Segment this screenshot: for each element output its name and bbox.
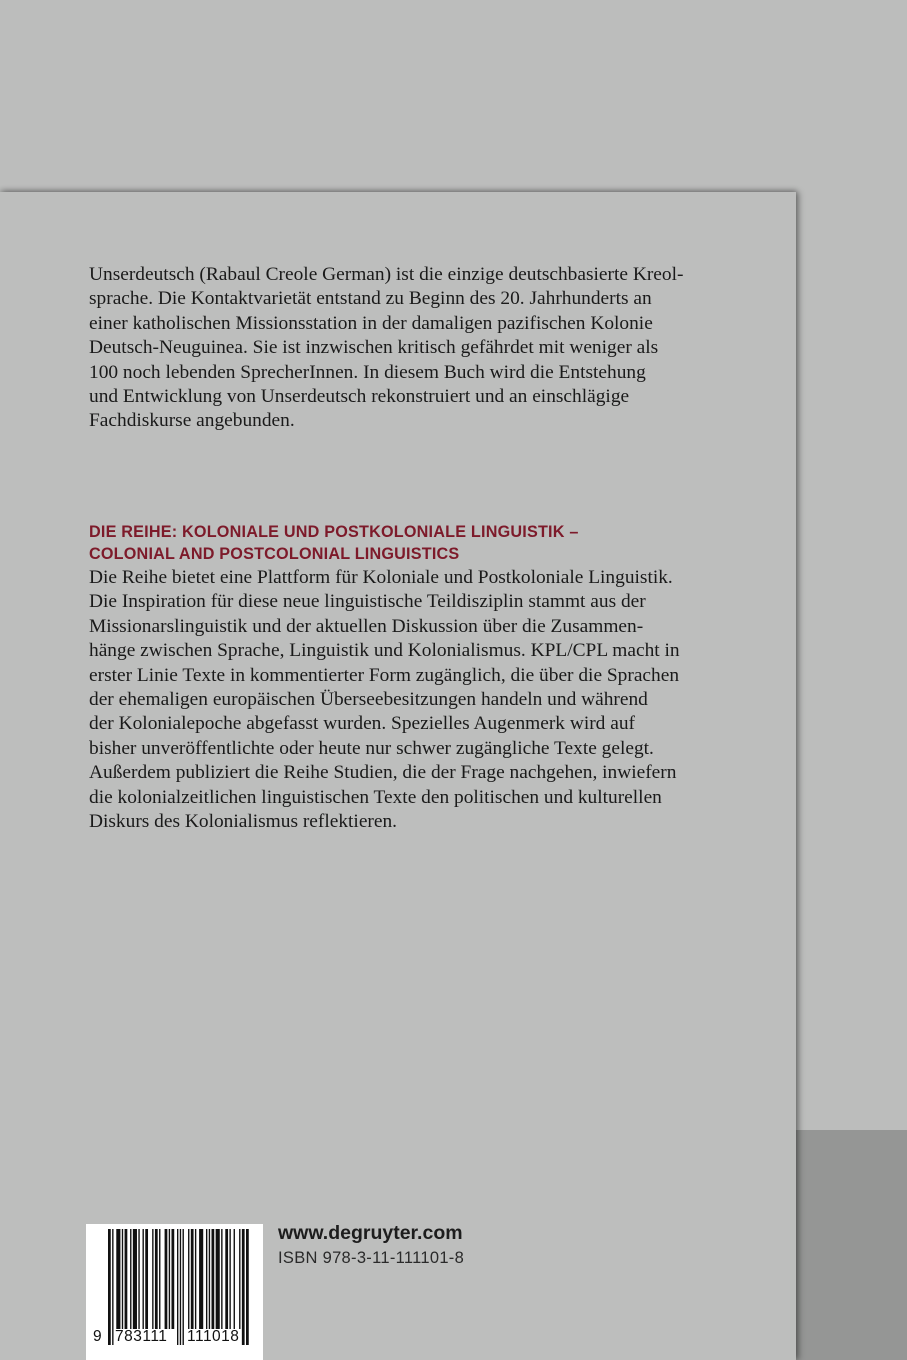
series-text-line: Diskurs des Kolonialismus reflektieren. bbox=[89, 811, 398, 833]
series-text-line: erster Linie Texte in kommentierter Form zugänglich, die über die Sprachen bbox=[89, 664, 680, 686]
series-description bbox=[89, 566, 729, 834]
description-line: Unserdeutsch (Rabaul Creole German) ist die einzige deutschbasierte Kreol- bbox=[89, 264, 684, 285]
description-line: und Entwicklung von Unserdeutsch rekonstruiert und an einschlägige bbox=[89, 386, 630, 408]
barcode-group-left: 783111 bbox=[115, 1328, 168, 1345]
series-text-line: der Kolonialepoche abgefasst wurden. Spezielles Augenmerk wird auf bbox=[89, 713, 635, 735]
background-shadow-strip bbox=[796, 1130, 907, 1360]
series-text-line: Außerdem publiziert die Reihe Studien, die der Frage nachgehen, inwiefern bbox=[89, 762, 677, 784]
isbn-number: ISBN 978-3-11-111101-8 bbox=[278, 1249, 465, 1267]
series-text-line: Missionarslinguistik und der aktuellen Diskussion über die Zusammen- bbox=[89, 615, 644, 637]
publisher-url[interactable]: www.degruyter.com bbox=[278, 1222, 463, 1244]
series-title-line: DIE REIHE: KOLONIALE UND POSTKOLONIALE LINGUISTIK – bbox=[89, 523, 579, 541]
description-line: 100 noch lebenden SprecherInnen. In diesem Buch wird die Entstehung bbox=[89, 361, 646, 383]
series-title bbox=[89, 521, 729, 565]
series-text-line: bisher unveröffentlichte oder heute nur schwer zugängliche Texte gelegt. bbox=[89, 737, 654, 759]
barcode-group-right: 111018 bbox=[187, 1328, 240, 1345]
description-line: einer katholischen Missionsstation in der damaligen pazifischen Kolonie bbox=[89, 312, 653, 334]
isbn-barcode bbox=[86, 1224, 263, 1360]
description-line: Deutsch-Neuguinea. Sie ist inzwischen kritisch gefährdet mit weniger als bbox=[89, 337, 659, 359]
barcode-lead-digit: 9 bbox=[93, 1328, 102, 1345]
description-line: Fachdiskurse angebunden. bbox=[89, 410, 295, 432]
series-text-line: die kolonialzeitlichen linguistischen Texte den politischen und kulturellen bbox=[89, 786, 662, 808]
series-text-line: der ehemaligen europäischen Überseebesitzungen handeln und während bbox=[89, 689, 648, 711]
series-text-line: Die Reihe bietet eine Plattform für Koloniale und Postkoloniale Linguistik. bbox=[89, 567, 673, 588]
series-text-line: hänge zwischen Sprache, Linguistik und Kolonialismus. KPL/CPL macht in bbox=[89, 640, 680, 662]
back-cover-panel bbox=[0, 192, 796, 1360]
description-line: sprache. Die Kontaktvarietät entstand zu Beginn des 20. Jahrhunderts an bbox=[89, 288, 652, 310]
series-title-line: COLONIAL AND POSTCOLONIAL LINGUISTICS bbox=[89, 545, 460, 563]
book-description bbox=[89, 263, 729, 434]
series-text-line: Die Inspiration für diese neue linguistische Teildisziplin stammt aus der bbox=[89, 591, 646, 613]
